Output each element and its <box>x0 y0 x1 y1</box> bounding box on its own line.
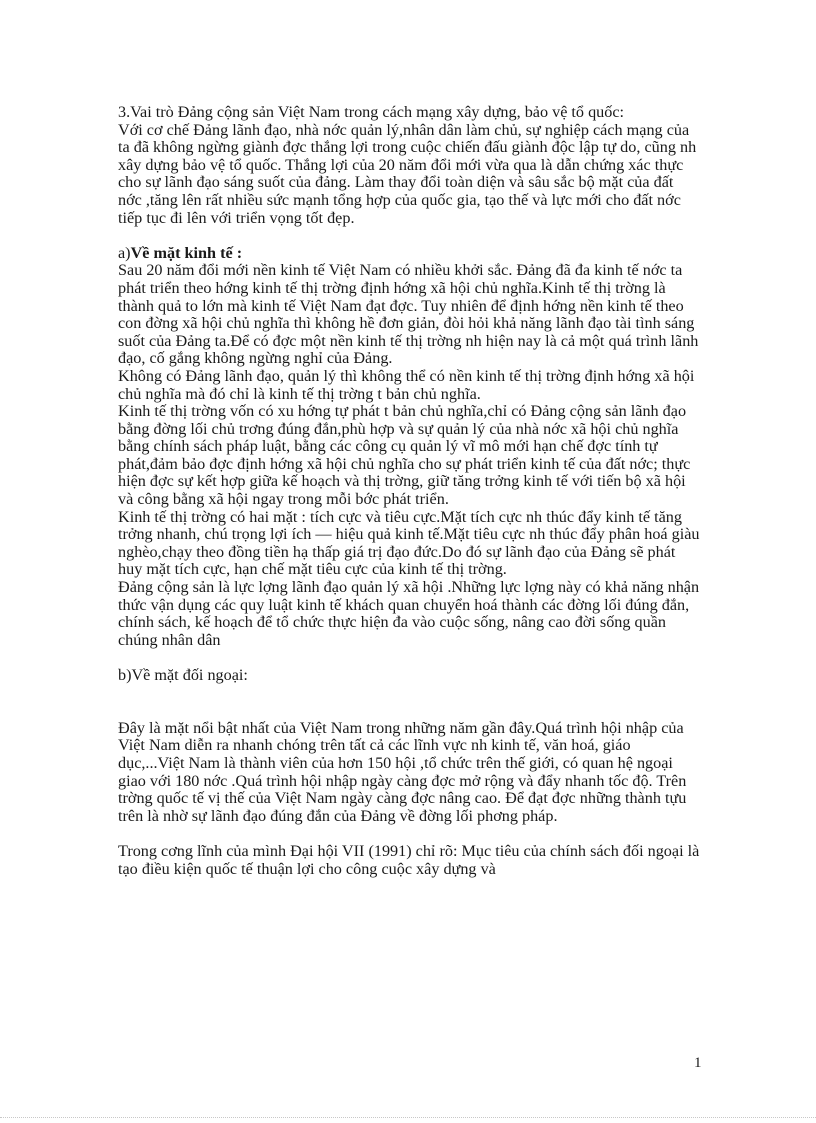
section-a-paragraph-4: Kinh tế thị trờng có hai mặt : tích cực và tiêu cực.Mặt tích cực nh thúc đẩy kinh tế tăng trởng nhanh, chú trọng lợi ích — hiệu quả kinh tế.Mặt tiêu cực nh thúc đẩy phân hoá giàu nghèo,chạy theo đồng tiền hạ thấp giá trị đạo đức.Do đó sự lãnh đạo của Đảng sẽ phát huy mặt tích cực, hạn chế mặt tiêu cực của kinh tế thị trờng. <box>118 507 700 579</box>
paragraph-gap <box>118 649 700 667</box>
section-b-paragraph-1: Đây là mặt nổi bật nhất của Việt Nam trong những năm gần đây.Quá trình hội nhập của Việt Nam diễn ra nhanh chóng trên tất cả các lĩnh vực nh kinh tế, văn hoá, giáo dục,...Việt Nam là thành viên của hơn 150 hội ,tổ chức trên thế giới, có quan hệ ngoại giao với 180 nớc .Quá trình hội nhập ngày càng đợc mở rộng và đẩy nhanh tốc độ. Trên trờng quốc tế vị thế của Việt Nam ngày càng đợc nâng cao. Để đạt đợc những thành tựu trên là nhờ sự lãnh đạo đúng đắn của Đảng về đờng lối phơng pháp. <box>118 718 687 825</box>
paragraph-gap <box>118 825 700 843</box>
document-body <box>118 104 700 878</box>
section-a-paragraph-1: Sau 20 năm đổi mới nền kinh tế Việt Nam có nhiều khởi sắc. Đảng đã đa kinh tế nớc ta phát triển theo hớng kinh tế thị trờng định hớng xã hội chủ nghĩa.Kinh tế thị trờng là thành quả to lớn mà kinh tế Việt Nam đạt đợc. Tuy nhiên để định hớng nền kinh tế theo con đờng xã hội chủ nghĩa thì không hề đơn giản, đòi hỏi khả năng lãnh đạo tài tình sáng suốt của Đảng ta.Để có đợc một nền kinh tế thị trờng nh hiện nay là cả một quá trình lãnh đạo, cố gắng không ngừng nghỉ của Đảng. <box>118 261 699 368</box>
section-a-paragraph-5: Đảng cộng sản là lực lợng lãnh đạo quản lý xã hội .Những lực lợng này có khả năng nhận thức vận dụng các quy luật kinh tế khách quan chuyển hoá thành các đờng lối đúng đắn, chính sách, kế hoạch để tổ chức thực hiện đa vào cuộc sống, nâng cao đời sống quần chúng nhân dân <box>118 578 700 649</box>
section-title: 3.Vai trò Đảng cộng sản Việt Nam trong cách mạng xây dựng, bảo vệ tổ quốc: <box>118 103 625 121</box>
section-b-paragraph-2: Trong cơng lĩnh của mình Đại hội VII (1991) chỉ rõ: Mục tiêu của chính sách đối ngoại là tạo điều kiện quốc tế thuận lợi cho công cuộc xây dựng và <box>118 841 700 878</box>
section-a-paragraph-2: Không có Đảng lãnh đạo, quản lý thì không thể có nền kinh tế thị trờng định hớng xã hội chủ nghĩa mà đó chỉ là kinh tế thị trờng t bản chủ nghĩa. <box>118 366 695 403</box>
section-a-paragraph-3: Kinh tế thị trờng vốn có xu hớng tự phát t bản chủ nghĩa,chỉ có Đảng cộng sản lãnh đạo bằng đờng lối chủ trơng đúng đắn,phù hợp và sự quản lý của nhà nớc xã hội chủ nghĩa bằng chính sách pháp luật, bằng các công cụ quản lý vĩ mô mới hạn chế đợc tính tự phát,đảm bảo đợc định hớng xã hội chủ nghĩa cho sự phát triển kinh tế của đất nớc; thực hiện đợc sự kết hợp giữa kế hoạch và thị trờng, giữ tăng trởng kinh tế với tiến bộ xã hội và công bằng xã hội ngay trong mỗi bớc phát triển. <box>118 402 691 509</box>
section-a-prefix: a) <box>118 243 131 262</box>
paragraph-gap <box>118 702 700 720</box>
page-number: 1 <box>694 1055 702 1071</box>
paragraph-gap <box>118 685 700 703</box>
intro-paragraph: Với cơ chế Đảng lãnh đạo, nhà nớc quản lý,nhân dân làm chủ, sự nghiệp cách mạng của ta đã không ngừng giành đợc thắng lợi trong cuộc chiến đấu giành độc lập tự do, cũng nh xây dựng bảo vệ tổ quốc. Thắng lợi của 20 năm đổi mới vừa qua là dẫn chứng xác thực cho sự lãnh đạo sáng suốt của đảng. Làm thay đổi toàn diện và sâu sắc bộ mặt của đất nớc ,tăng lên rất nhiều sức mạnh tổng hợp của quốc gia, tạo thế và lực mới cho đất nớc tiếp tục đi lên với triển vọng tốt đẹp. <box>118 120 697 227</box>
page-bottom-border <box>0 1117 816 1118</box>
section-b-heading: b)Về mặt đối ngoại: <box>118 666 248 684</box>
section-a-heading-text: Về mặt kinh tế : <box>130 243 243 262</box>
section-a-heading <box>118 245 700 263</box>
paragraph-gap <box>118 227 700 245</box>
